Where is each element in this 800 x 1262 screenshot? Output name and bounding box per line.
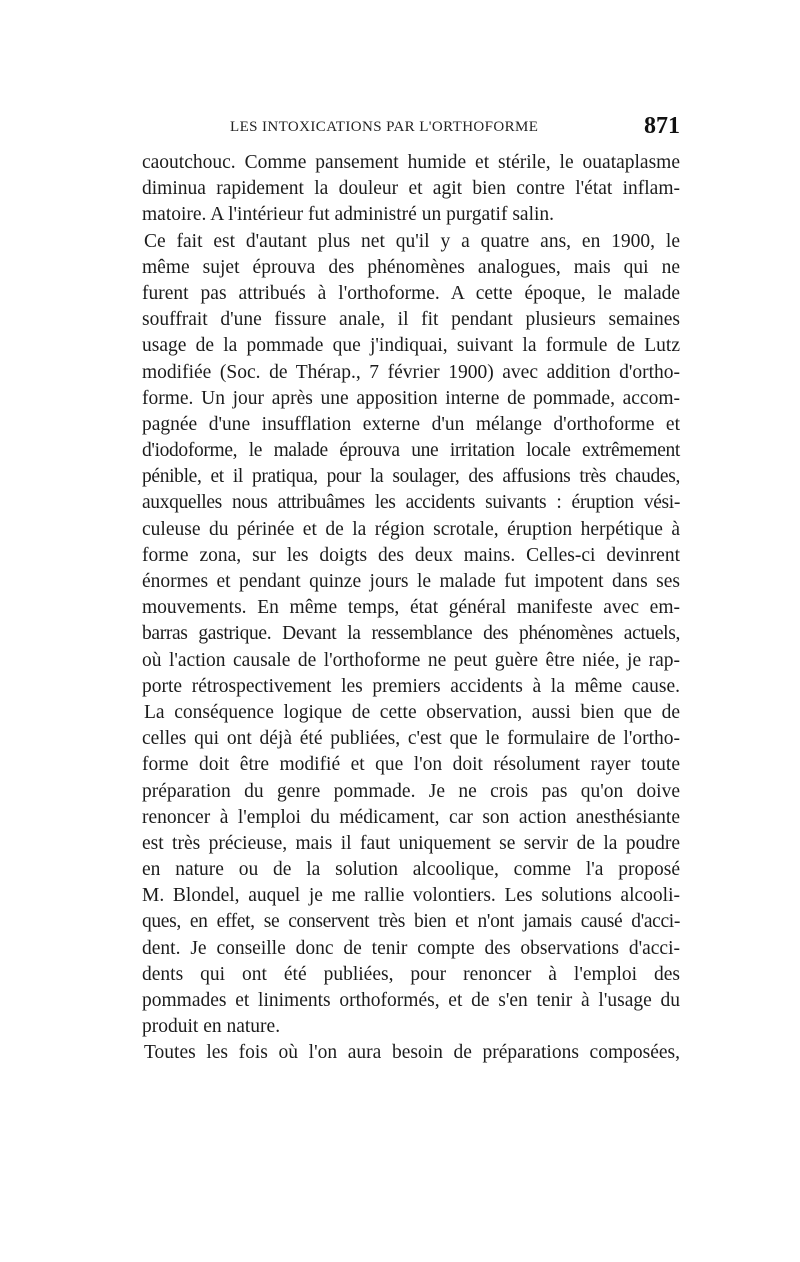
body-text xyxy=(142,150,680,1067)
text-line: celles qui ont déjà été publiées, c'est que le formulaire de l'ortho- xyxy=(142,728,680,750)
text-line: porte rétrospectivement les premiers accidents à la même cause. xyxy=(142,675,680,697)
text-line: M. Blondel, auquel je me rallie volontiers. Les solutions alcooli- xyxy=(142,885,680,907)
running-head xyxy=(142,113,680,143)
text-line: même sujet éprouva des phénomènes analogues, mais qui ne xyxy=(142,256,680,278)
text-line: Toutes les fois où l'on aura besoin de préparations composées, xyxy=(144,1042,680,1064)
text-line: souffrait d'une fissure anale, il fit pendant plusieurs semaines xyxy=(142,309,680,331)
text-line: pommades et liniments orthoformés, et de s'en tenir à l'usage du xyxy=(142,990,680,1011)
text-line: caoutchouc. Comme pansement humide et stérile, le ouataplasme xyxy=(142,152,680,173)
text-line: dents qui ont été publiées, pour renoncer à l'emploi des xyxy=(142,963,680,985)
text-line: furent pas attribués à l'orthoforme. A cette époque, le malade xyxy=(142,282,680,304)
text-line: pénible, et il pratiqua, pour la soulager, des affusions très chaudes, xyxy=(142,466,680,488)
text-line: dent. Je conseille donc de tenir compte des observations d'acci- xyxy=(142,937,680,959)
text-line: forme zona, sur les doigts des deux mains. Celles-ci devinrent xyxy=(142,544,680,566)
text-line: usage de la pommade que j'indiquai, suivant la formule de Lutz xyxy=(142,335,680,357)
text-line: auxquelles nous attribuâmes les accidents suivants : éruption vési- xyxy=(142,492,680,514)
text-line: renoncer à l'emploi du médicament, car son action anesthésiante xyxy=(142,806,680,828)
text-line: où l'action causale de l'orthoforme ne peut guère être niée, je rap- xyxy=(142,649,680,671)
text-line: ques, en effet, se conservent très bien et n'ont jamais causé d'acci- xyxy=(142,911,680,933)
text-line: mouvements. En même temps, état général manifeste avec em- xyxy=(142,597,680,619)
running-title: LES INTOXICATIONS PAR L'ORTHOFORME xyxy=(230,119,539,135)
text-line: est très précieuse, mais il faut uniquement se servir de la poudre xyxy=(142,832,680,854)
text-line: barras gastrique. Devant la ressemblance des phénomènes actuels, xyxy=(142,623,680,645)
text-line: matoire. A l'intérieur fut administré un purgatif salin. xyxy=(142,204,555,226)
page-number: 871 xyxy=(644,113,680,139)
text-line: produit en nature. xyxy=(142,1016,281,1038)
text-line: forme doit être modifié et que l'on doit résolument rayer toute xyxy=(142,754,680,776)
text-line: pagnée d'une insufflation externe d'un mélange d'orthoforme et xyxy=(142,413,680,435)
text-line: en nature ou de la solution alcoolique, comme l'a proposé xyxy=(142,859,680,881)
text-line: Ce fait est d'autant plus net qu'il y a quatre ans, en 1900, le xyxy=(144,230,680,252)
text-line: forme. Un jour après une apposition interne de pommade, accom- xyxy=(142,387,680,409)
text-line: modifiée (Soc. de Thérap., 7 février 1900) avec addition d'ortho- xyxy=(142,361,680,383)
text-line: énormes et pendant quinze jours le malade fut impotent dans ses xyxy=(142,571,680,592)
text-line: culeuse du périnée et de la région scrotale, éruption herpétique à xyxy=(142,518,680,540)
text-line: d'iodoforme, le malade éprouva une irritation locale extrêmement xyxy=(142,440,680,462)
text-line: La conséquence logique de cette observation, aussi bien que de xyxy=(144,701,680,723)
text-line: préparation du genre pommade. Je ne crois pas qu'on doive xyxy=(142,780,680,802)
text-line: diminua rapidement la douleur et agit bien contre l'état inflam- xyxy=(142,178,680,200)
